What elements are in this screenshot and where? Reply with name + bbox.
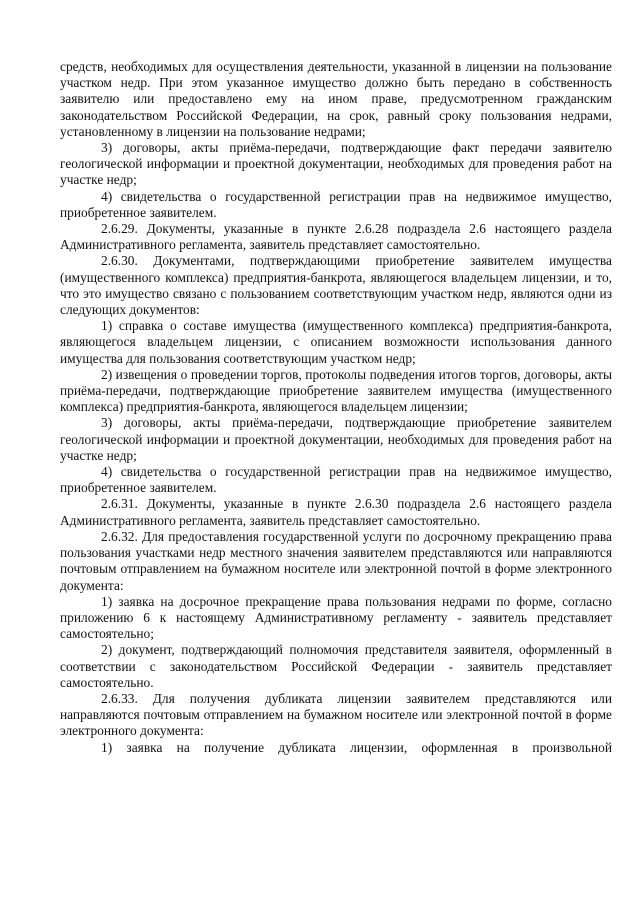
list-item-4-certificates: 4) свидетельства о государственной регистрации прав на недвижимое имущество, приобретенное заявителем. [60,188,612,220]
list-item-4-registration-certificates: 4) свидетельства о государственной регистрации прав на недвижимое имущество, приобретенное заявителем. [60,464,612,496]
list-item-2-authority-document: 2) документ, подтверждающий полномочия представителя заявителя, оформленный в соответствии с законодательством Российской Федерации - заявитель представляет самостоятельно. [60,642,612,690]
list-item-1-early-termination-application: 1) заявка на досрочное прекращение права пользования недрами по форме, согласно приложению 6 к настоящему Административному регламенту - заявитель представляет самостоятельно; [60,593,612,642]
list-item-3-contracts: 3) договоры, акты приёма-передачи, подтверждающие факт передачи заявителю геологической информации и проектной документации, необходимых для проведения работ на участке недр; [60,140,612,188]
list-item-1-property-statement: 1) справка о составе имущества (имущественного комплекса) предприятия-банкрота, являющегося владельцем лицензии, с описанием возможности использования данного имущества для пользования соответствующим участком недр; [60,318,612,366]
list-item-1-duplicate-application: 1) заявка на получение дубликата лицензии, оформленная в произвольной [101,739,612,755]
clause-2-6-30: 2.6.30. Документами, подтверждающими приобретение заявителем имущества (имущественного комплекса) предприятия-банкрота, являющегося владельцем лицензии, и то, что это имущество связано с пользованием соответствующим участком недр, являются одни из следующих документов: [60,253,612,318]
clause-2-6-31: 2.6.31. Документы, указанные в пункте 2.6.30 подраздела 2.6 настоящего раздела Административного регламента, заявитель представляет самостоятельно. [60,496,612,528]
paragraph-continuation: средств, необходимых для осуществления деятельности, указанной в лицензии на пользование участком недр. При этом указанное имущество должно быть передано в собственность заявителю или предоставлено ему на ином праве, предусмотренном гражданским законодательством Российской Федерации, на срок, равный сроку пользования недрами, установленному в лицензии на пользование недрами; [60,59,612,139]
list-item-2-auction-notices: 2) извещения о проведении торгов, протоколы подведения итогов торгов, договоры, акты приёма-передачи, подтверждающие приобретение заявителем имущества (имущественного комплекса) предприятия-банкрота, являющегося владельцем лицензии; [60,366,612,415]
clause-2-6-33: 2.6.33. Для получения дубликата лицензии заявителем представляются или направляются почтовым отправлением на бумажном носителе или электронной почтой в форме электронного документа: [60,690,612,739]
clause-2-6-29: 2.6.29. Документы, указанные в пункте 2.6.28 подраздела 2.6 настоящего раздела Административного регламента, заявитель представляет самостоятельно. [60,221,612,253]
list-item-3-acquisition-contracts: 3) договоры, акты приёма-передачи, подтверждающие приобретение заявителем геологической информации и проектной документации, необходимых для проведения работ на участке недр; [60,415,612,463]
clause-2-6-32: 2.6.32. Для предоставления государственной услуги по досрочному прекращению права пользования участками недр местного значения заявителем представляются или направляются почтовым отправлением на бумажном носителе или электронной почтой в форме электронного документа: [60,528,612,593]
